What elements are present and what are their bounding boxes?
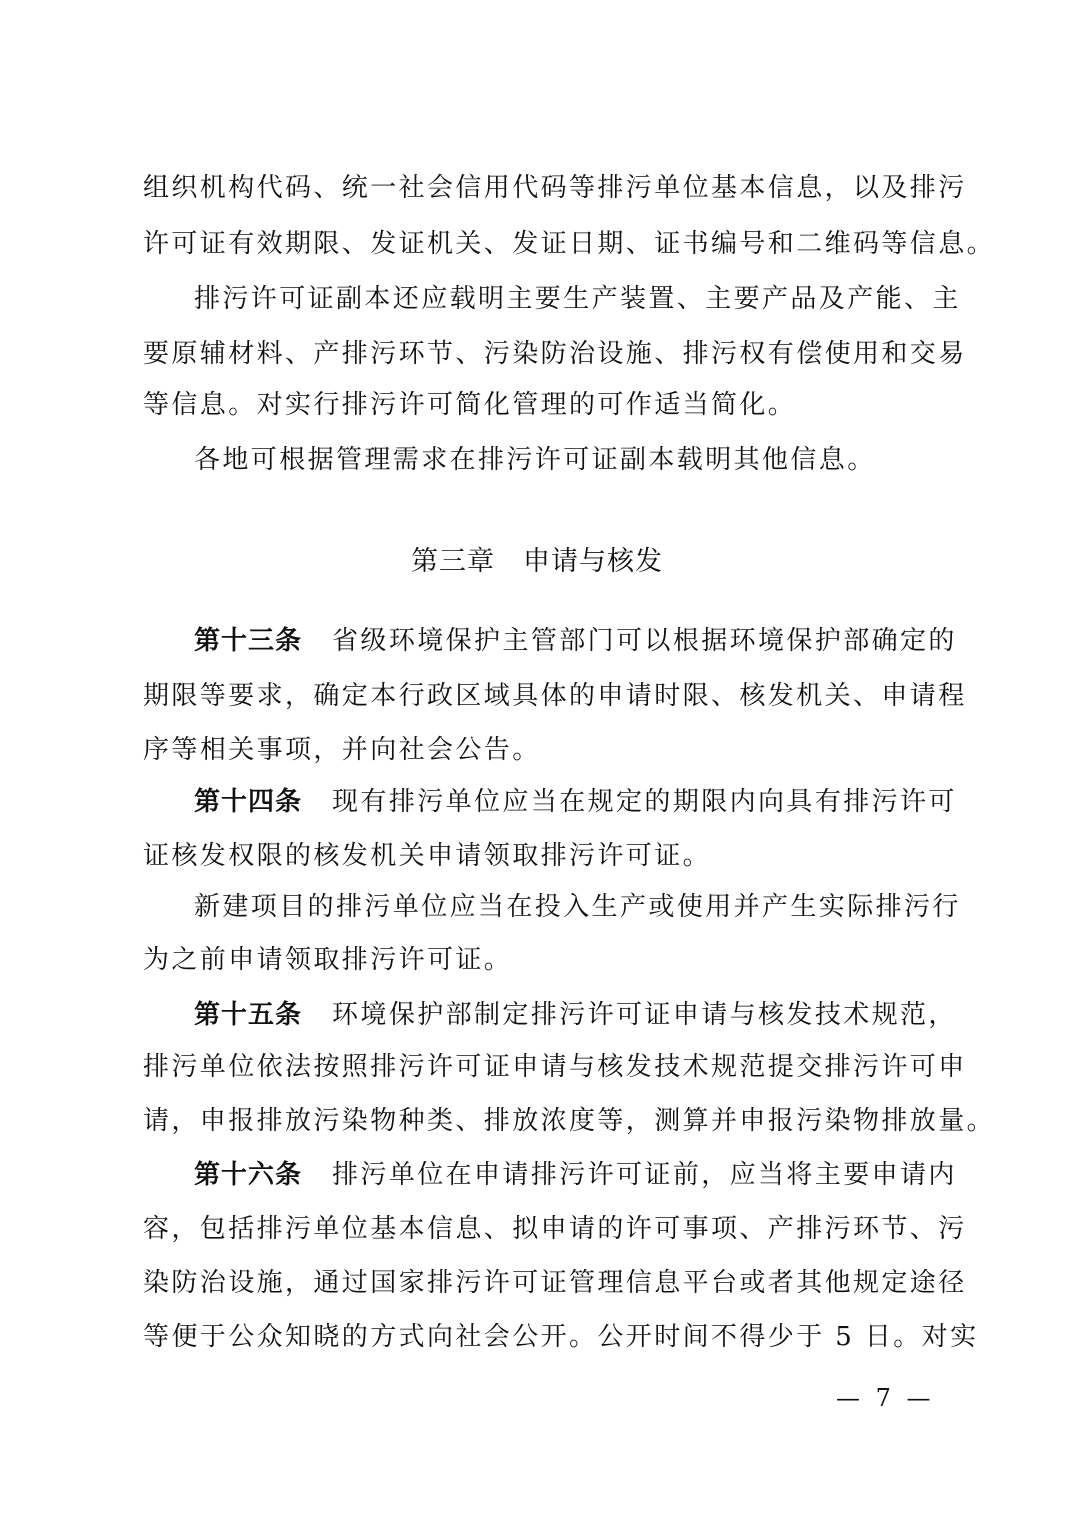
article-14-para2-line-2: 为之前申请领取排污许可证。 bbox=[143, 945, 513, 975]
article-16-line-3: 染防治设施，通过国家排污许可证管理信息平台或者其他规定途径 bbox=[143, 1268, 967, 1298]
article-16-line-1: 排污单位在申请排污许可证前，应当将主要申请内 bbox=[332, 1160, 957, 1190]
article-15-line-2: 排污单位依法按照排污许可证申请与核发技术规范提交排污许可申 bbox=[143, 1052, 967, 1082]
article-14-para2-line-1: 新建项目的排污单位应当在投入生产或使用并产生实际排污行 bbox=[194, 892, 961, 922]
article-13-line-3: 序等相关事项，并向社会公告。 bbox=[143, 735, 541, 765]
article-16-label: 第十六条 bbox=[194, 1160, 303, 1190]
article-15-line-1: 环境保护部制定排污许可证申请与核发技术规范， bbox=[332, 1000, 957, 1030]
article-13-paragraph bbox=[194, 624, 994, 658]
continuation-line-2: 许可证有效期限、发证机关、发证日期、证书编号和二维码等信息。 bbox=[143, 229, 996, 259]
article-16-line-2: 容，包括排污单位基本信息、拟申请的许可事项、产排污环节、污 bbox=[143, 1214, 967, 1244]
other-info-line-1: 各地可根据管理需求在排污许可证副本载明其他信息。 bbox=[194, 445, 876, 475]
article-15-line-3: 请，申报排放污染物种类、排放浓度等，测算并申报污染物排放量。 bbox=[143, 1106, 996, 1136]
article-13-line-2: 期限等要求，确定本行政区域具体的申请时限、核发机关、申请程 bbox=[143, 681, 967, 711]
article-14-label: 第十四条 bbox=[194, 787, 303, 817]
article-13-line-1: 省级环境保护主管部门可以根据环境保护部确定的 bbox=[332, 626, 957, 656]
page-number: — 7 — bbox=[836, 1384, 935, 1412]
article-16-line-4: 等便于公众知晓的方式向社会公开。公开时间不得少于 5 日。对实 bbox=[143, 1322, 979, 1352]
article-14-line-1: 现有排污单位应当在规定的期限内向具有排污许可 bbox=[332, 787, 957, 817]
article-15-paragraph bbox=[194, 998, 994, 1032]
copy-info-line-3: 等信息。对实行排污许可简化管理的可作适当简化。 bbox=[143, 390, 797, 420]
article-14-paragraph bbox=[194, 785, 994, 819]
chapter-title: 第三章 申请与核发 bbox=[411, 546, 663, 577]
continuation-line-1: 组织机构代码、统一社会信用代码等排污单位基本信息，以及排污 bbox=[143, 173, 967, 203]
article-13-label: 第十三条 bbox=[194, 626, 303, 656]
copy-info-line-2: 要原辅材料、产排污环节、污染防治设施、排污权有偿使用和交易 bbox=[143, 339, 967, 369]
copy-info-line-1: 排污许可证副本还应载明主要生产装置、主要产品及产能、主 bbox=[194, 284, 961, 314]
article-16-paragraph bbox=[194, 1158, 994, 1192]
article-15-label: 第十五条 bbox=[194, 1000, 303, 1030]
article-14-line-2: 证核发权限的核发机关申请领取排污许可证。 bbox=[143, 841, 712, 871]
